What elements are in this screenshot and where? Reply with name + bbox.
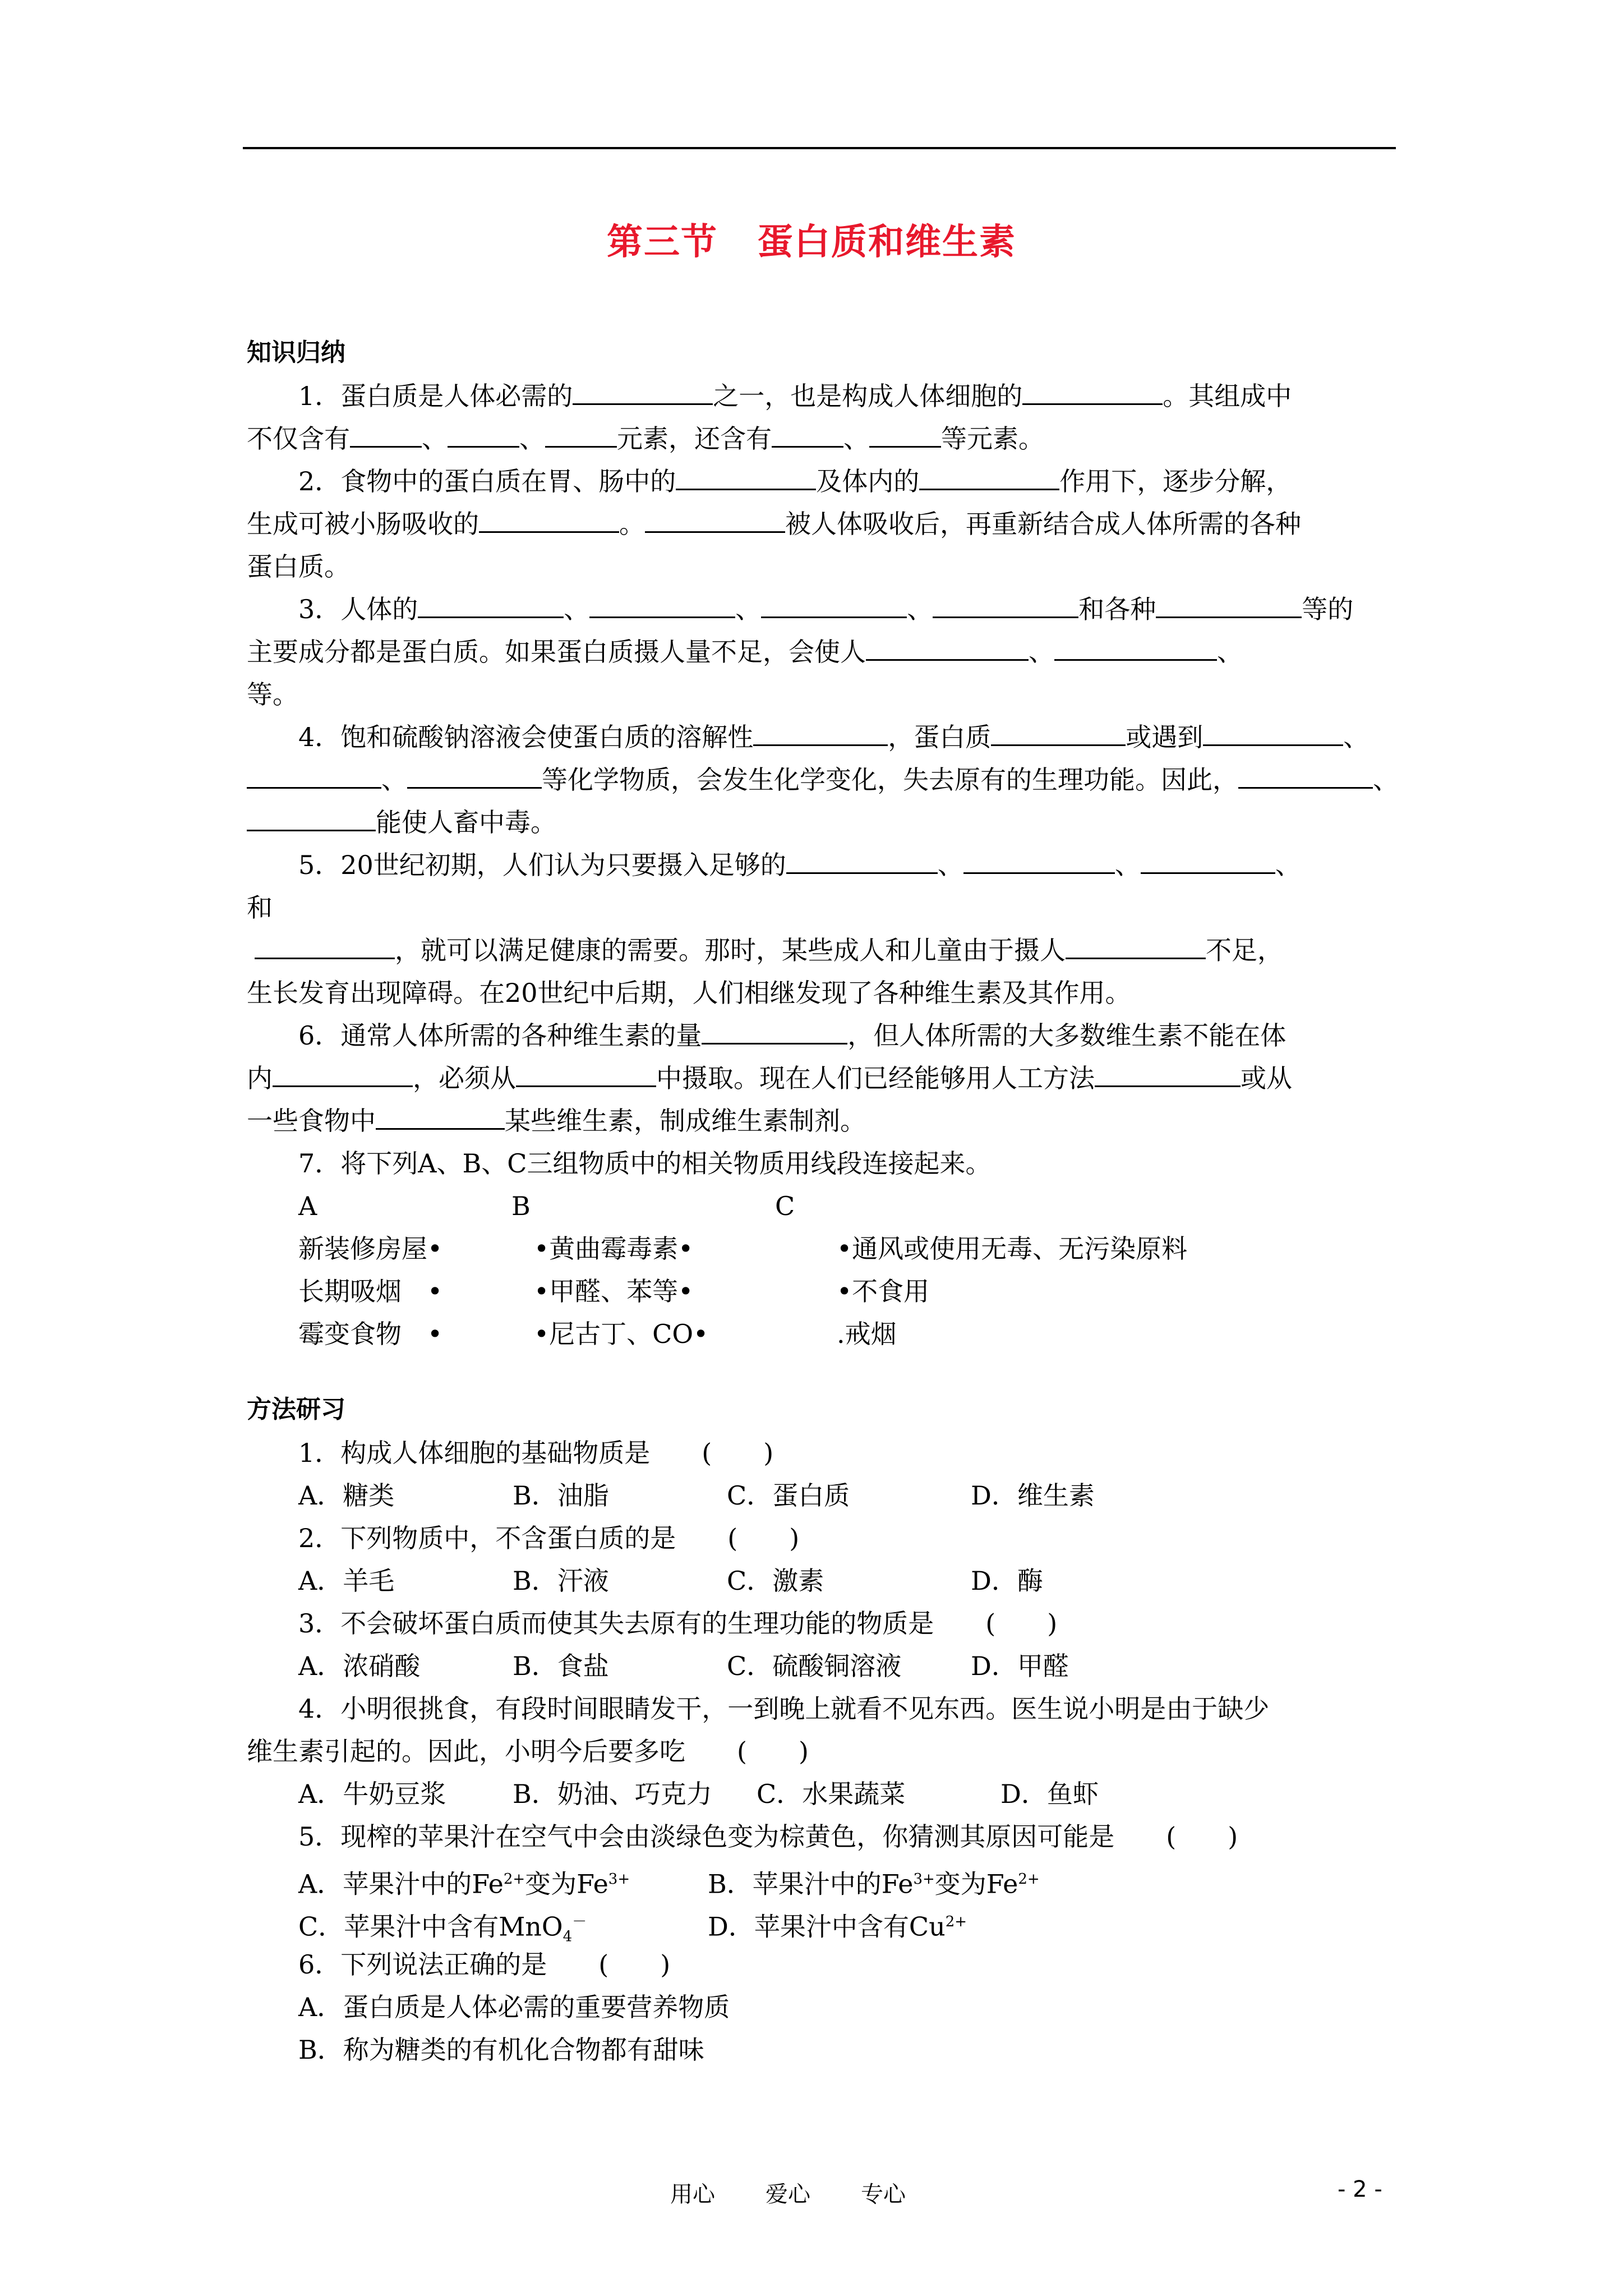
- fill-blank[interactable]: [376, 1106, 505, 1130]
- fill-blank[interactable]: [1054, 637, 1217, 661]
- option[interactable]: A．糖类: [298, 1480, 395, 1511]
- page-number: - 2 -: [1338, 2177, 1382, 2202]
- k4-line3: 能使人畜中毒。: [247, 801, 1503, 844]
- q3-stem: 3．不会破坏蛋白质而使其失去原有的生理功能的物质是 ( ): [298, 1608, 1058, 1639]
- q6-option-b[interactable]: B．称为糖类的有机化合物都有甜味: [298, 2035, 704, 2065]
- option[interactable]: D．苹果汁中含有$Cu^{2+}$: [708, 1911, 967, 1942]
- k5-line2: 和: [247, 892, 273, 923]
- option[interactable]: D．维生素: [971, 1480, 1095, 1511]
- fill-blank[interactable]: [589, 594, 735, 618]
- fill-blank[interactable]: [545, 424, 617, 448]
- option[interactable]: B．汗液: [513, 1566, 609, 1596]
- option[interactable]: A．苹果汁中的$Fe^{2+}$变为$Fe^{3+}$: [298, 1869, 630, 1899]
- k1-line2: 不仅含有 、 、 元素，还含有 、 等元素。: [247, 424, 1044, 454]
- q1-stem: 1．构成人体细胞的基础物质是 ( ): [298, 1438, 774, 1468]
- fill-blank[interactable]: [1066, 935, 1206, 959]
- fill-blank[interactable]: [516, 1063, 656, 1087]
- q4-stem: 4．小明很挑食，有段时间眼睛发干，一到晚上就看不见东西。医生说小明是由于缺少: [298, 1694, 1270, 1724]
- fill-blank[interactable]: [1156, 594, 1302, 618]
- k5-line3: ，就可以满足健康的需要。那时，某些成人和儿童由于摄人 不足，: [247, 929, 1503, 972]
- page-title: [0, 213, 1623, 265]
- k3-line2: 主要成分都是蛋白质。如果蛋白质摄人量不足，会使人 、 、: [247, 637, 1243, 667]
- fill-blank[interactable]: [255, 935, 395, 959]
- option[interactable]: C．激素: [727, 1566, 824, 1596]
- header-rule: [243, 147, 1396, 149]
- option[interactable]: A．羊毛: [298, 1566, 395, 1596]
- k6-line3: 一些食物中 某些维生素，制成维生素制剂。: [247, 1106, 866, 1136]
- q2-options: [247, 1559, 1503, 1602]
- heading-knowledge: 知识归纳: [247, 338, 345, 367]
- fill-blank[interactable]: [702, 1020, 847, 1045]
- fill-blank[interactable]: [676, 466, 816, 490]
- q2-stem: 2．下列物质中，不含蛋白质的是 ( ): [298, 1523, 800, 1553]
- fill-blank[interactable]: [273, 1063, 413, 1087]
- k7-intro: 7．将下列A、B、C三组物质中的相关物质用线段连接起来。: [298, 1148, 992, 1179]
- fill-blank[interactable]: [866, 637, 1029, 661]
- fill-blank[interactable]: [350, 424, 422, 448]
- fill-blank[interactable]: [869, 424, 941, 448]
- option[interactable]: C．水果蔬菜: [757, 1779, 906, 1809]
- option[interactable]: B．苹果汁中的$Fe^{3+}$变为$Fe^{2+}$: [708, 1869, 1040, 1899]
- q6-option-a[interactable]: A．蛋白质是人体必需的重要营养物质: [298, 1992, 730, 2022]
- fill-blank[interactable]: [919, 466, 1059, 490]
- fill-blank[interactable]: [1095, 1063, 1241, 1087]
- k7-row: 霉变食物 • •尼古丁、CO• .戒烟: [298, 1319, 897, 1349]
- k6-line2: 内 ，必须从 中摄取。现在人们已经能够用人工方法 或从: [247, 1063, 1292, 1093]
- k2-line3: 蛋白质。: [247, 551, 350, 582]
- fill-blank[interactable]: [963, 850, 1115, 874]
- option[interactable]: D．甲醛: [971, 1651, 1069, 1681]
- k5-line1: 5．20世纪初期，人们认为只要摄入足够的 、 、 、: [298, 850, 1301, 880]
- q3-options: [247, 1645, 1503, 1687]
- section-number: 第三节: [607, 222, 718, 263]
- fill-blank[interactable]: [573, 381, 713, 405]
- fill-blank[interactable]: [448, 424, 519, 448]
- k5-line4: 生长发育出现障碍。在20世纪中后期，人们相继发现了各种维生素及其作用。: [247, 978, 1131, 1008]
- fill-blank[interactable]: [479, 509, 619, 533]
- option[interactable]: D．鱼虾: [1000, 1779, 1099, 1809]
- q5-options-ab: [247, 1858, 1503, 1901]
- k2-line1: 2．食物中的蛋白质在胃、肠中的 及体内的 作用下，逐步分解，: [298, 466, 1292, 496]
- footer-motto: 用心 爱心 专心: [670, 2182, 906, 2207]
- k1-line1: 1．蛋白质是人体必需的 之一，也是构成人体细胞的 。其组成中: [298, 381, 1292, 411]
- fill-blank[interactable]: [418, 594, 564, 618]
- fill-blank[interactable]: [761, 594, 907, 618]
- fill-blank[interactable]: [407, 765, 542, 789]
- option[interactable]: A．浓硝酸: [298, 1651, 421, 1681]
- fill-blank[interactable]: [247, 765, 381, 789]
- k2-line2: 生成可被小肠吸收的 。 被人体吸收后，再重新结合成人体所需的各种: [247, 509, 1301, 539]
- k4-line1: 4．饱和硫酸钠溶液会使蛋白质的溶解性 ，蛋白质 或遇到 、: [298, 722, 1370, 752]
- q4-options: [247, 1773, 1503, 1815]
- option[interactable]: C．蛋白质: [727, 1480, 850, 1511]
- option[interactable]: B．油脂: [513, 1480, 609, 1511]
- option[interactable]: D．酶: [971, 1566, 1043, 1596]
- k3-line3: 等。: [247, 679, 298, 710]
- option[interactable]: A．牛奶豆浆: [298, 1779, 446, 1809]
- k3-line1: 3．人体的 、 、 、 和各种 等的: [298, 594, 1354, 624]
- q5-stem: 5．现榨的苹果汁在空气中会由淡绿色变为棕黄色，你猜测其原因可能是 ( ): [298, 1821, 1238, 1852]
- q4-stem2: 维生素引起的。因此，小明今后要多吃 ( ): [247, 1736, 809, 1766]
- fill-blank[interactable]: [772, 424, 843, 448]
- fill-blank[interactable]: [1238, 765, 1373, 789]
- k4-line2: 、 等化学物质，会发生化学变化，失去原有的生理功能。因此， 、: [247, 758, 1503, 801]
- option[interactable]: C．硫酸铜溶液: [727, 1651, 902, 1681]
- q1-options: [247, 1474, 1503, 1517]
- fill-blank[interactable]: [753, 722, 888, 746]
- fill-blank[interactable]: [1022, 381, 1163, 405]
- q5-options-cd: [247, 1901, 1503, 1943]
- q6-stem: 6．下列说法正确的是 ( ): [298, 1949, 671, 1980]
- fill-blank[interactable]: [1203, 722, 1343, 746]
- fill-blank[interactable]: [786, 850, 938, 874]
- k7-row: 新装修房屋• •黄曲霉毒素• •通风或使用无毒、无污染原料: [298, 1234, 1188, 1264]
- fill-blank[interactable]: [991, 722, 1126, 746]
- option[interactable]: C．苹果汁中含有MnO$_4$－: [298, 1911, 587, 1945]
- k7-row: 长期吸烟 • •甲醛、苯等• •不食用: [298, 1276, 930, 1306]
- heading-methods: 方法研习: [247, 1395, 345, 1424]
- fill-blank[interactable]: [247, 807, 376, 831]
- option[interactable]: B．奶油、巧克力: [513, 1779, 712, 1809]
- fill-blank[interactable]: [645, 509, 785, 533]
- fill-blank[interactable]: [1141, 850, 1275, 874]
- document-body: [247, 331, 1503, 2071]
- fill-blank[interactable]: [933, 594, 1078, 618]
- option[interactable]: B．食盐: [513, 1651, 609, 1681]
- k6-line1: 6．通常人体所需的各种维生素的量 ，但人体所需的大多数维生素不能在体: [298, 1020, 1287, 1051]
- k7-headers: A B C: [298, 1191, 795, 1221]
- section-title: 蛋白质和维生素: [757, 222, 1016, 263]
